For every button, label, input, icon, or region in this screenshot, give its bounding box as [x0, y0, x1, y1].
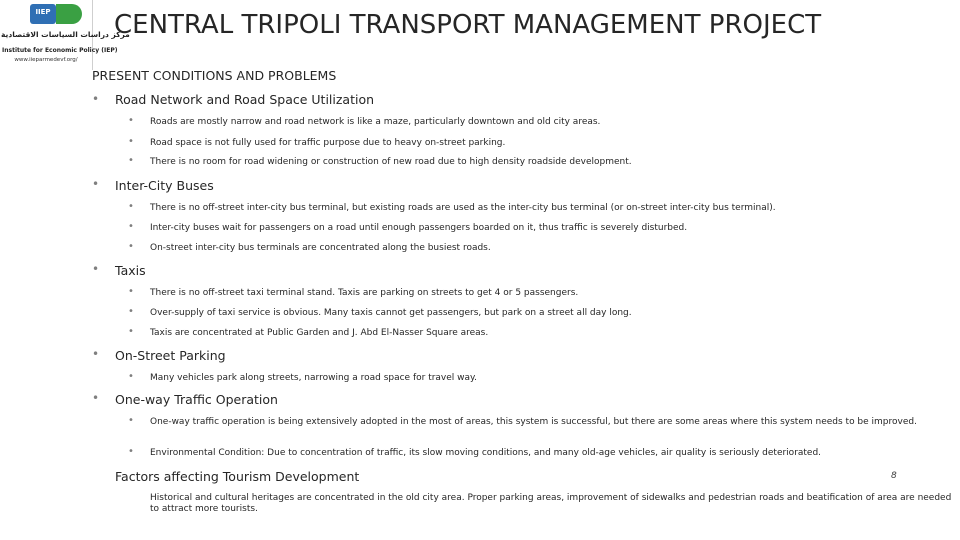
item-bullet: • [128, 115, 134, 126]
item-bullet: • [128, 371, 134, 382]
item-bullet: • [128, 306, 134, 317]
logo-arc [56, 4, 82, 24]
item-bullet: • [128, 326, 134, 337]
topic-road-network: Road Network and Road Space Utilization [115, 92, 375, 107]
topic-item: Road space is not fully used for traffic purpose due to heavy on-street parking. [150, 138, 506, 148]
topic-item: There is no room for road widening or construction of new road due to high density roadside development. [150, 157, 632, 167]
topic-bullet: • [92, 347, 100, 361]
topic-item: Historical and cultural heritages are concentrated in the old city area. Proper parking areas, improvement of sidewalks and pedestrian roads and beatification of area are needed to attract more tourists. [150, 493, 952, 514]
logo-url: www.iieparmedevf.org/ [14, 57, 78, 63]
topic-bullet: • [92, 92, 100, 106]
topic-item: Environmental Condition: Due to concentration of traffic, its slow moving conditions, and many old-age vehicles, air quality is seriously deteriorated. [150, 448, 822, 458]
topic-taxis: Taxis [115, 263, 146, 278]
item-bullet: • [128, 155, 134, 166]
topic-item: Inter-city buses wait for passengers on a road until enough passengers boarded on it, thus traffic is severely disturbed. [150, 223, 688, 233]
logo-english-name: Institute for Economic Policy (IEP) [2, 47, 118, 54]
topic-item: Over-supply of taxi service is obvious. Many taxis cannot get passengers, but park on a street all day long. [150, 308, 632, 318]
item-bullet: • [128, 286, 134, 297]
page-number: 8 [891, 471, 897, 481]
topic-on-street-parking: On-Street Parking [115, 348, 226, 363]
item-bullet: • [128, 221, 134, 232]
section-title: PRESENT CONDITIONS AND PROBLEMS [92, 68, 337, 83]
logo-badge-text: IIEP [35, 8, 51, 16]
topic-bullet: • [92, 177, 100, 191]
topic-item: Roads are mostly narrow and road network is like a maze, particularly downtown and old city areas. [150, 117, 601, 127]
topic-inter-city-buses: Inter-City Buses [115, 178, 214, 193]
logo-badge [30, 4, 56, 24]
topic-bullet: • [92, 262, 100, 276]
topic-bullet: • [92, 391, 100, 405]
item-bullet: • [128, 136, 134, 147]
topic-one-way-traffic: One-way Traffic Operation [115, 392, 278, 407]
topic-item: Taxis are concentrated at Public Garden and J. Abd El-Nasser Square areas. [150, 328, 489, 338]
item-bullet: • [128, 446, 134, 457]
topic-item: There is no off-street taxi terminal stand. Taxis are parking on streets to get 4 or 5 passengers. [150, 288, 579, 298]
slide-title: CENTRAL TRIPOLI TRANSPORT MANAGEMENT PROJECT [114, 10, 822, 40]
topic-item: One-way traffic operation is being extensively adopted in the most of areas, this system is successful, but there are some areas where this system needs to be improved. [150, 417, 917, 427]
item-bullet: • [128, 415, 134, 426]
topic-item: On-street inter-city bus terminals are concentrated along the busiest roads. [150, 243, 491, 253]
topic-item: There is no off-street inter-city bus terminal, but existing roads are used as the inter-city bus terminal (or on-street inter-city bus terminal). [150, 203, 776, 213]
item-bullet: • [128, 201, 134, 212]
topic-item: Many vehicles park along streets, narrowing a road space for travel way. [150, 373, 477, 383]
topic-tourism-factors: Factors affecting Tourism Development [115, 469, 360, 484]
institute-logo [0, 0, 130, 70]
item-bullet: • [128, 241, 134, 252]
logo-arabic-name: مركز دراسات السياسات الاقتصادية [1, 30, 130, 39]
